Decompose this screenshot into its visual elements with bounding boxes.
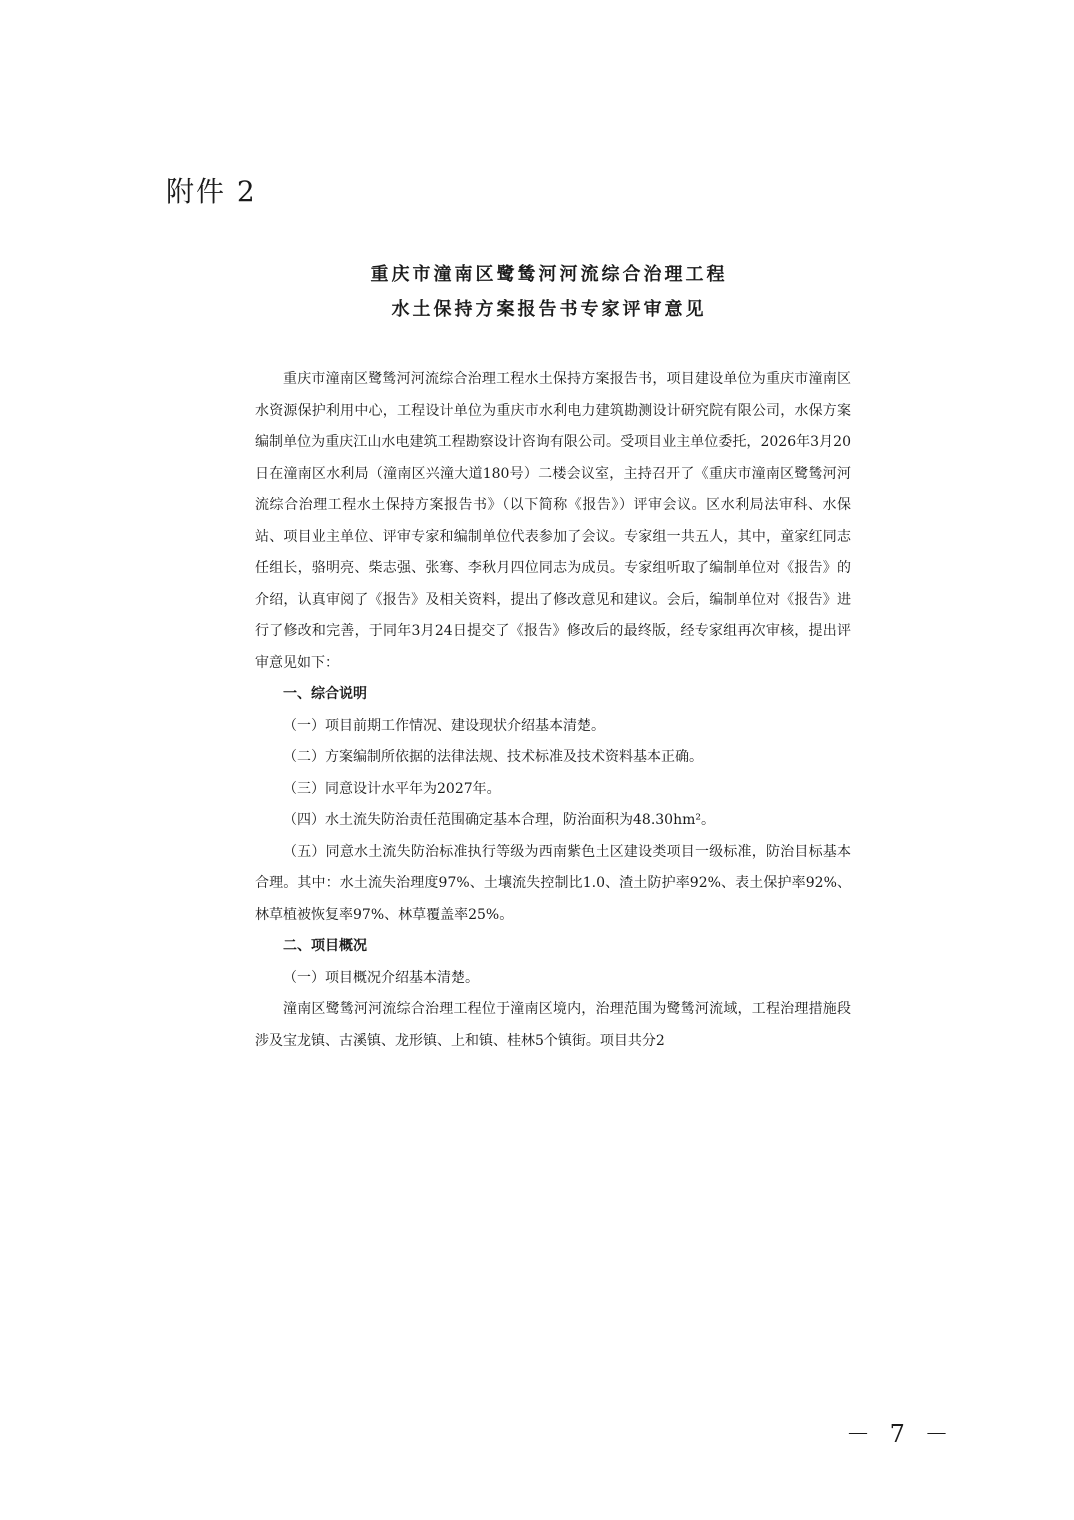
intro-paragraph: 重庆市潼南区鹭鸶河河流综合治理工程水土保持方案报告书，项目建设单位为重庆市潼南区水资源保护利用中心，工程设计单位为重庆市水利电力建筑勘测设计研究院有限公司，水保方案编制单位为重庆江山水电建筑工程勘察设计咨询有限公司。受项目业主单位委托，2026年3月20日在潼南区水利局（潼南区兴潼大道180号）二楼会议室，主持召开了《重庆市潼南区鹭鸶河河流综合治理工程水土保持方案报告书》（以下简称《报告》）评审会议。区水利局法审科、水保站、项目业主单位、评审专家和编制单位代表参加了会议。专家组一共五人，其中，童家红同志任组长，骆明亮、柴志强、张骞、李秋月四位同志为成员。专家组听取了编制单位对《报告》的介绍，认真审阅了《报告》及相关资料，提出了修改意见和建议。会后，编制单位对《报告》进行了修改和完善，于同年3月24日提交了《报告》修改后的最终版，经专家组再次审核，提出评审意见如下：	[255, 371, 851, 671]
document-body	[255, 364, 851, 1057]
document-title-line-1: 重庆市潼南区鹭鸶河河流综合治理工程	[370, 264, 728, 285]
list-item: （一）项目概况介绍基本清楚。	[283, 969, 479, 986]
body-paragraph: 潼南区鹭鸶河河流综合治理工程位于潼南区境内，治理范围为鹭鸶河流域，工程治理措施段涉及宝龙镇、古溪镇、龙形镇、上和镇、桂林5个镇街。项目共分2	[255, 1001, 851, 1049]
page-number: － 7 －	[846, 1420, 955, 1448]
list-item: （三）同意设计水平年为2027年。	[283, 780, 501, 797]
list-item: （一）项目前期工作情况、建设现状介绍基本清楚。	[283, 717, 605, 734]
list-item: （五）同意水土流失防治标准执行等级为西南紫色土区建设类项目一级标准，防治目标基本合理。其中：水土流失治理度97%、土壤流失控制比1.0、渣土防护率92%、表土保护率92%、林草植被恢复率97%、林草覆盖率25%。	[255, 843, 851, 923]
list-item: （四）水土流失防治责任范围确定基本合理，防治面积为48.30hm²。	[283, 812, 715, 828]
section-heading-overview: 一、综合说明	[283, 686, 367, 702]
list-item: （二）方案编制所依据的法律法规、技术标准及技术资料基本正确。	[283, 749, 703, 765]
document-title-line-2: 水土保持方案报告书专家评审意见	[391, 299, 707, 320]
attachment-label: 附件 2	[166, 175, 257, 208]
section-heading-project: 二、项目概况	[283, 938, 367, 954]
